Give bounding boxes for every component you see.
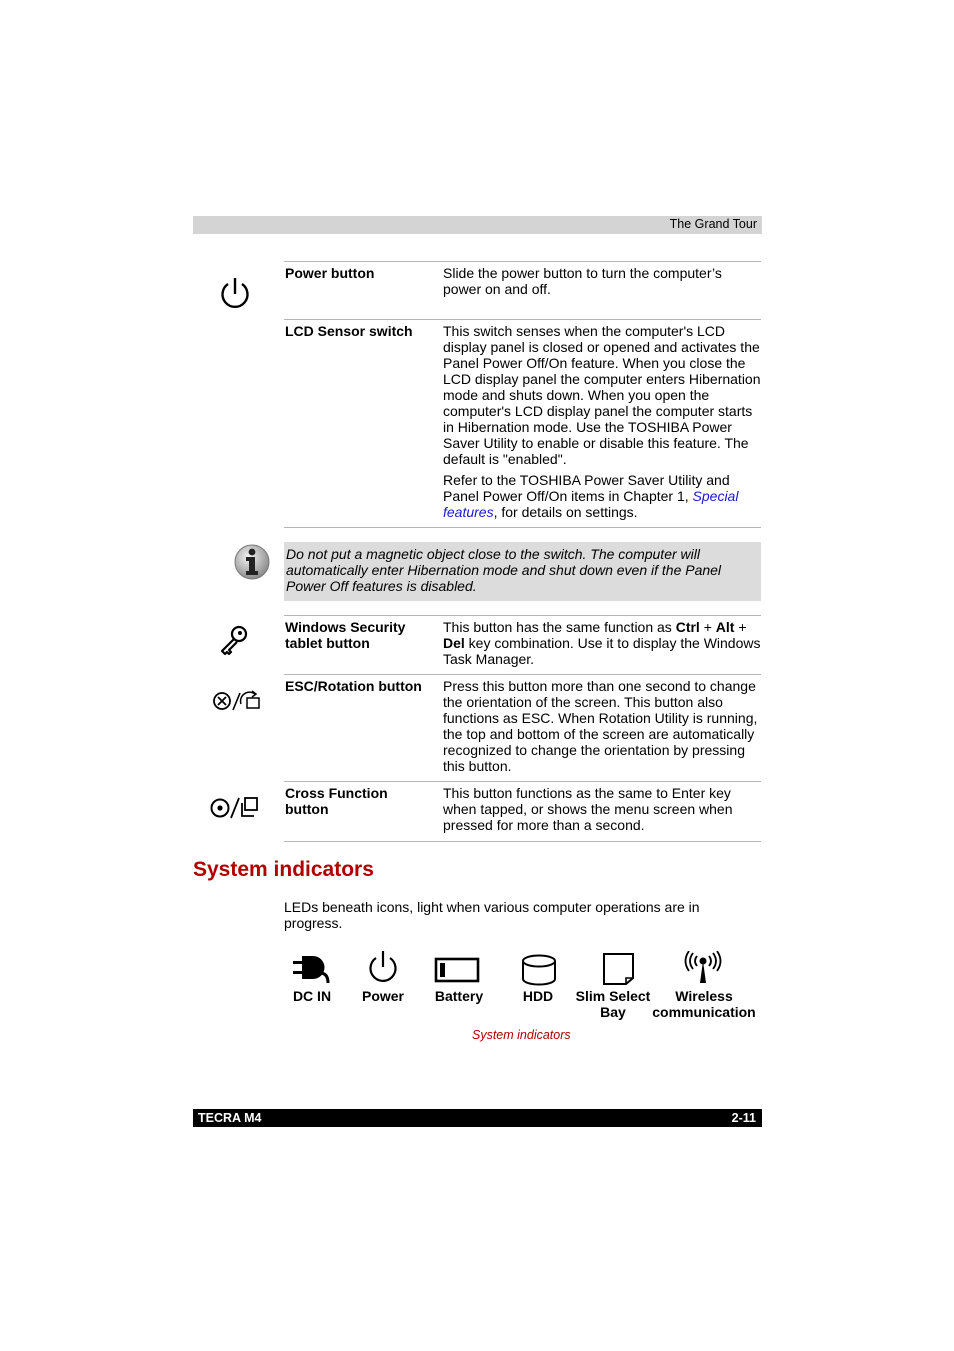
info-icon — [233, 543, 271, 581]
lcd-sensor-desc: This switch senses when the computer's LCD display panel is closed or opened and activates the Panel Power Off/On feature. When you close the LCD display panel the computer enters Hibernation mode and shuts down. When you open the computer's LCD display panel the computer starts in Hibernation mode. Use the TOSHIBA Power Saver Utility to enable or disable this feature. The default is "enabled". Refer to the TOSHIBA Power Saver Utility and Panel Power Off/On items in Chapter 1, Special features, for details on settings. — [443, 323, 761, 520]
battery-icon — [434, 956, 482, 984]
esc-rotation-term: ESC/Rotation button — [285, 678, 422, 694]
indicator-dc-in-label: DC IN — [292, 988, 332, 1004]
cross-function-term: Cross Function button — [285, 785, 388, 817]
running-footer — [193, 1109, 762, 1127]
dc-in-plug-icon — [292, 953, 332, 985]
key-icon — [218, 625, 250, 657]
power-icon — [366, 950, 400, 986]
power-button-desc: Slide the power button to turn the computer’s power on and off. — [443, 265, 722, 297]
indicator-battery-label: Battery — [434, 988, 484, 1004]
power-icon — [218, 276, 252, 312]
wireless-antenna-icon — [684, 951, 722, 985]
note-box — [284, 542, 761, 601]
table-rule — [284, 527, 761, 528]
header-title: The Grand Tour — [669, 217, 757, 231]
figure-caption: System indicators — [472, 1028, 571, 1042]
indicator-hdd-label: HDD — [522, 988, 554, 1004]
footer-product: TECRA M4 — [198, 1111, 262, 1125]
table-rule — [284, 674, 761, 675]
table-rule — [284, 319, 761, 320]
table-rule — [284, 781, 761, 782]
note-text: Do not put a magnetic object close to the switch. The computer will automatically enter Hibernation mode and shut down even if the Panel Power Off features is disabled. — [286, 546, 722, 594]
section-title: System indicators — [193, 858, 374, 881]
indicator-power-label: Power — [361, 988, 404, 1004]
page-number: 2-11 — [731, 1111, 756, 1125]
power-button-term: Power button — [285, 265, 375, 281]
indicator-slim-select-bay-label: Slim Select Bay — [575, 988, 651, 1020]
section-intro: LEDs beneath icons, light when various computer operations are in progress. — [284, 899, 700, 931]
table-rule — [284, 841, 761, 842]
esc-rotation-icon — [211, 688, 265, 714]
hdd-icon — [520, 953, 558, 987]
windows-security-term: Windows Security tablet button — [285, 619, 406, 651]
special-features-link[interactable]: Special features — [443, 488, 739, 520]
table-rule — [284, 261, 761, 262]
running-header — [193, 216, 762, 234]
cross-function-icon — [209, 795, 261, 821]
windows-security-desc: This button has the same function as Ctrl + Alt + Del key combination. Use it to display the Windows Task Manager. — [443, 619, 761, 667]
lcd-sensor-term: LCD Sensor switch — [285, 323, 413, 339]
slim-select-bay-icon — [602, 952, 636, 986]
cross-function-desc: This button functions as the same to Enter key when tapped, or shows the menu screen when pressed for more than a second. — [443, 785, 733, 833]
esc-rotation-desc: Press this button more than one second to change the orientation of the screen. This button also functions as ESC. When Rotation Utility is running, the top and bottom of the screen are automatically recognized to change the orientation by pressing this button. — [443, 678, 758, 774]
table-rule — [284, 615, 761, 616]
indicator-wireless-label: Wireless communication — [652, 988, 756, 1020]
